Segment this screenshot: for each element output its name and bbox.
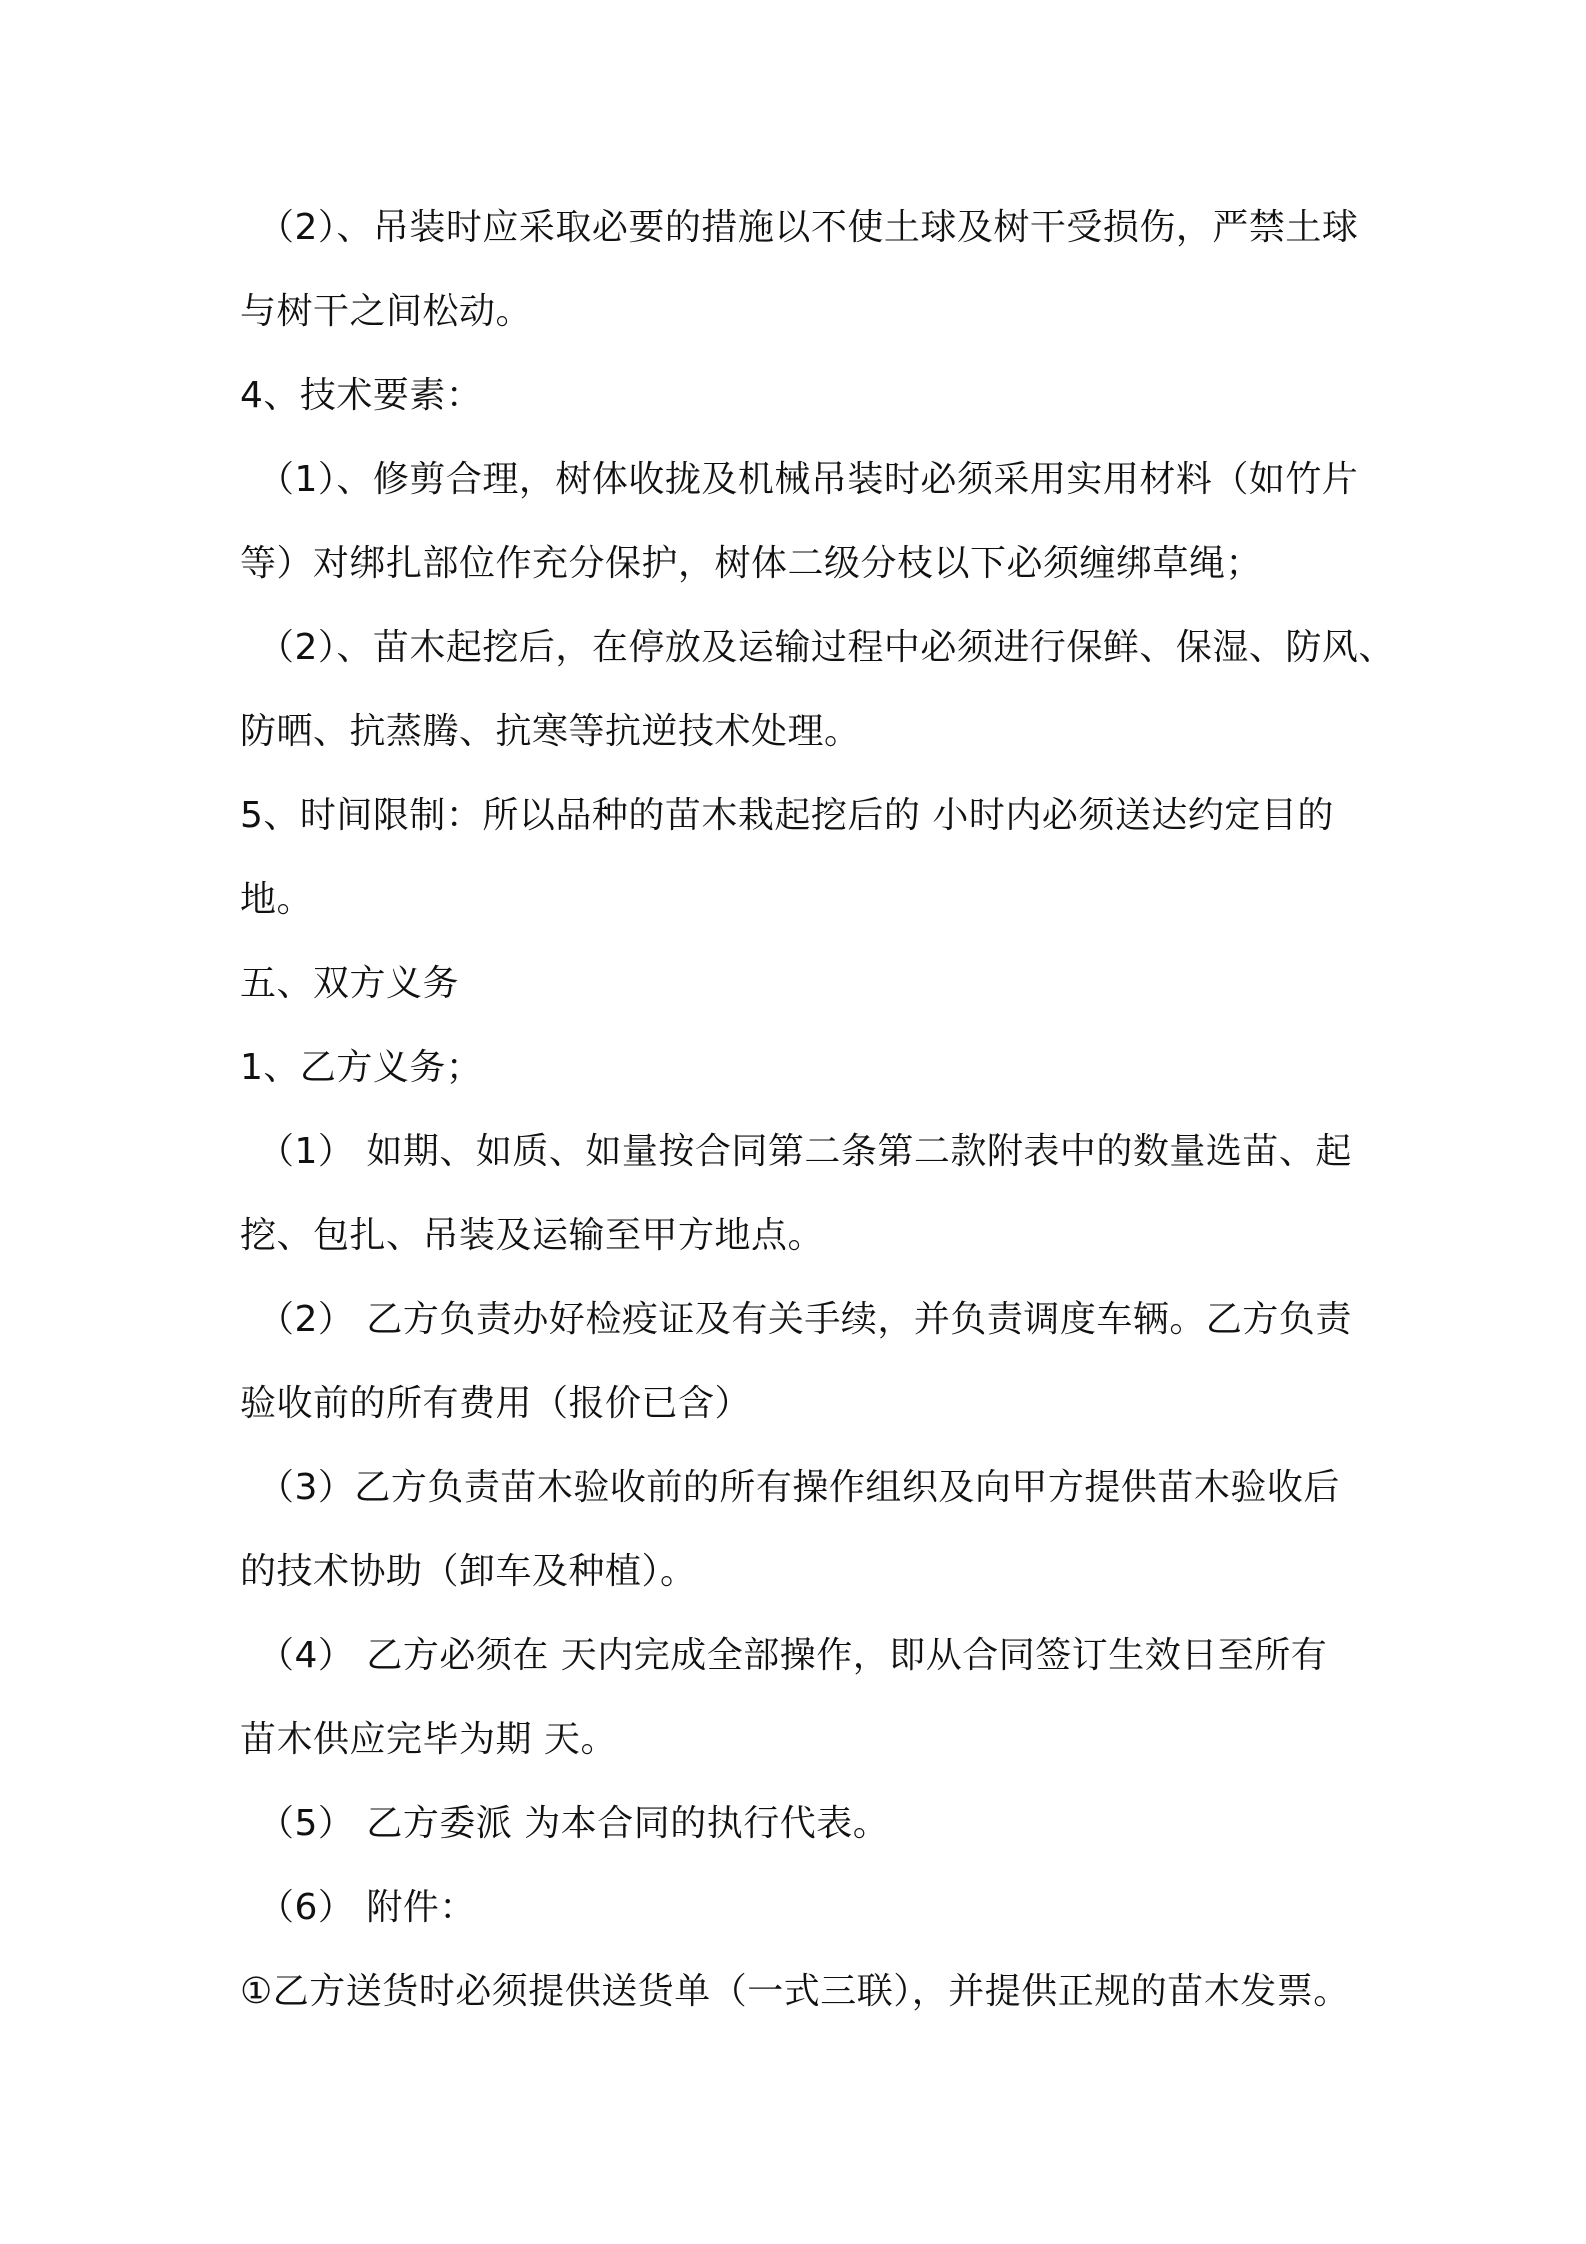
text-line: （2） 乙方负责办好检疫证及有关手续，并负责调度车辆。乙方负责 xyxy=(258,1299,1352,1340)
text-line: （1） 如期、如质、如量按合同第二条第二款附表中的数量选苗、起 xyxy=(258,1131,1352,1172)
text-line: 苗木供应完毕为期 天。 xyxy=(240,1719,617,1760)
text-line: 挖、包扎、吊装及运输至甲方地点。 xyxy=(240,1215,825,1256)
text-line: （2）、吊装时应采取必要的措施以不使土球及树干受损伤，严禁土球 xyxy=(258,207,1359,248)
section-heading: 五、双方义务 xyxy=(240,963,460,1004)
text-line: 与树干之间松动。 xyxy=(240,291,533,332)
text-line: 等）对绑扎部位作充分保护，树体二级分枝以下必须缠绑草绳； xyxy=(240,543,1263,584)
text-line: ①乙方送货时必须提供送货单（一式三联），并提供正规的苗木发票。 xyxy=(240,1971,1350,2012)
text-line: 验收前的所有费用（报价已含） xyxy=(240,1383,752,1424)
text-line: 地。 xyxy=(240,879,314,920)
text-line: 的技术协助（卸车及种植）。 xyxy=(240,1551,697,1592)
text-line: 5、时间限制：所以品种的苗木栽起挖后的 小时内必须送达约定目的 xyxy=(240,795,1334,836)
text-line: （6） 附件： xyxy=(258,1887,476,1928)
text-line: 4、技术要素： xyxy=(240,375,483,416)
text-line: （4） 乙方必须在 天内完成全部操作，即从合同签订生效日至所有 xyxy=(258,1635,1328,1676)
text-line: （2）、苗木起挖后，在停放及运输过程中必须进行保鲜、保湿、防风、 xyxy=(258,627,1395,668)
text-line: （5） 乙方委派 为本合同的执行代表。 xyxy=(258,1803,890,1844)
text-line: 1、乙方义务； xyxy=(240,1047,483,1088)
text-line: （3）乙方负责苗木验收前的所有操作组织及向甲方提供苗木验收后 xyxy=(258,1467,1340,1508)
text-line: 防晒、抗蒸腾、抗寒等抗逆技术处理。 xyxy=(240,711,861,752)
text-line: （1）、修剪合理，树体收拢及机械吊装时必须采用实用材料（如竹片 xyxy=(258,459,1359,500)
